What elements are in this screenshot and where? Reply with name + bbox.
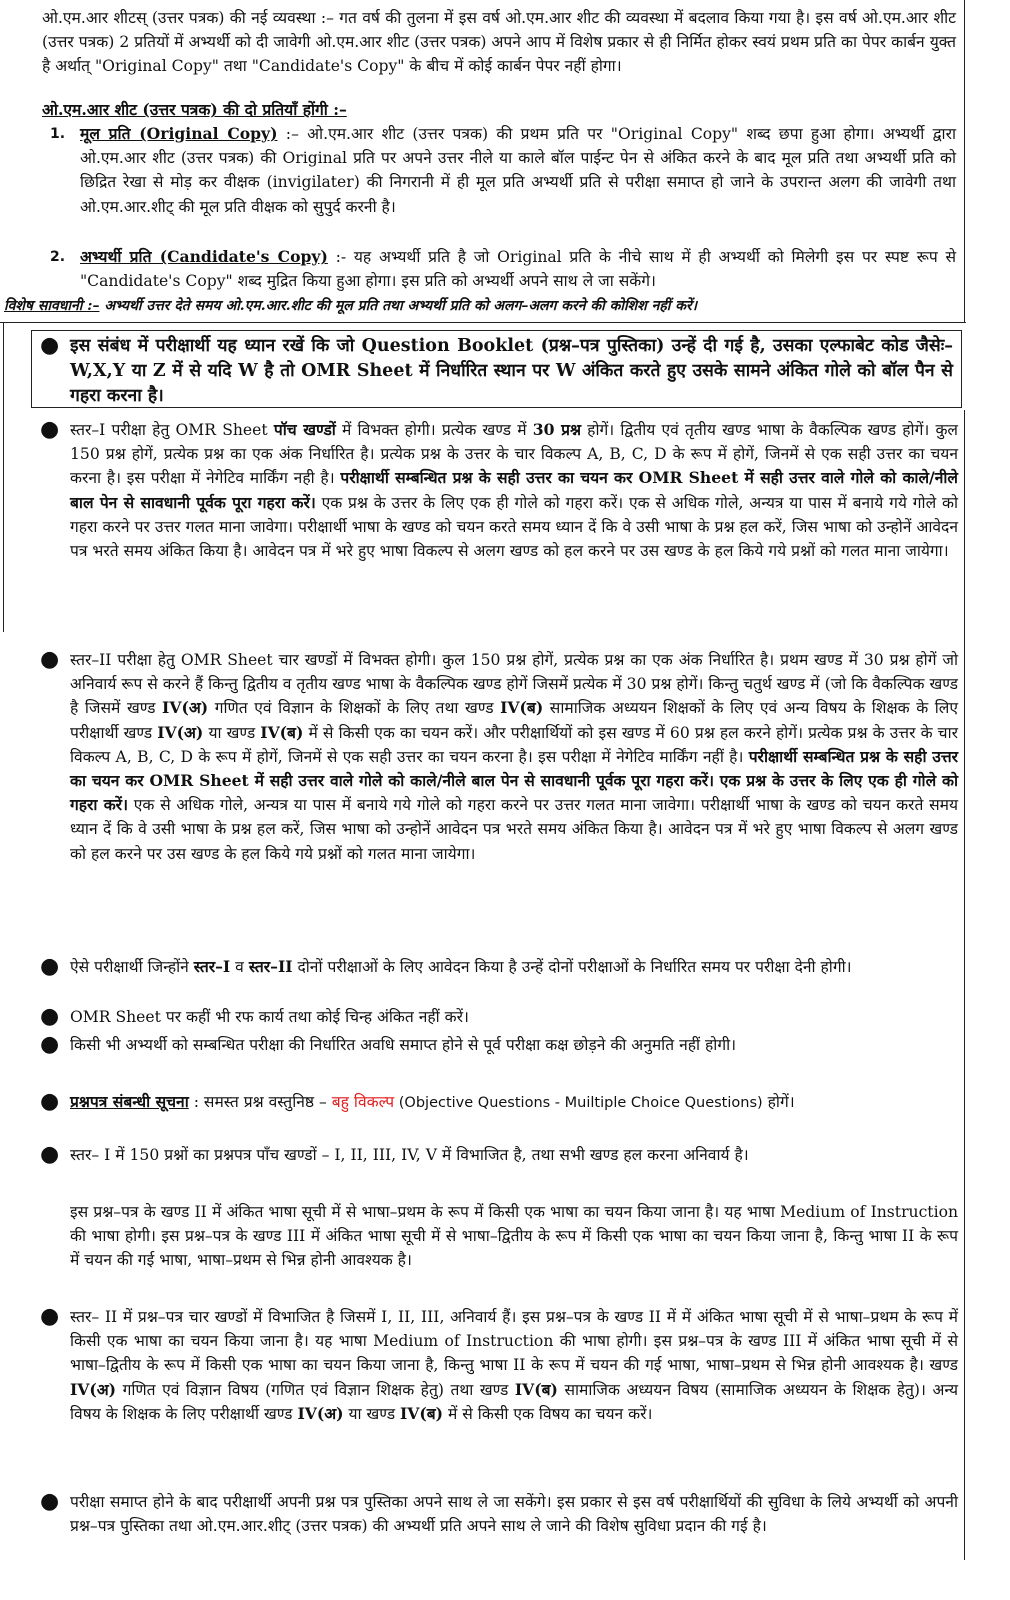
level2-omr-item xyxy=(40,648,958,866)
no-rough-work-item xyxy=(40,1005,958,1029)
text-run: दोनों परीक्षाओं के लिए आवेदन किया है उन्हें दोनों परीक्षाओं के निर्धारित समय पर परीक्षा देनी होगी। xyxy=(292,958,852,976)
bold-run: 30 प्रश्न xyxy=(532,420,581,439)
caution-label: विशेष सावधानी :– xyxy=(4,298,100,314)
candidate-copy-label: अभ्यर्थी प्रति (Candidate's Copy) xyxy=(80,247,328,266)
text-run: ऐसे परीक्षार्थी जिन्होंने xyxy=(70,958,194,976)
qp-info-label: प्रश्नपत्र संबन्धी सूचना xyxy=(70,1092,189,1111)
text-run: व xyxy=(230,958,249,976)
text-run: : समस्त प्रश्न वस्तुनिष्ठ – xyxy=(188,1093,332,1111)
bold-run: IV(अ) xyxy=(157,722,204,742)
special-caution-note xyxy=(4,294,984,318)
right-border-line xyxy=(964,0,965,322)
bullet-icon: ● xyxy=(40,1304,60,1329)
caution-text: अभ्यर्थी उत्तर देते समय ओ.एम.आर.शीट की मूल प्रति तथा अभ्यर्थी प्रति को अलग–अलग करने की कोशिश नहीं करें। xyxy=(99,298,698,314)
text-run: सामाजिक अध्ययन विषय (सामाजिक अध्ययन के शिक्षक हेतु)। अन्य विषय के शिक्षक के लिए परीक्षार्थी खण्ड xyxy=(70,1380,958,1423)
no-rough-work-text: OMR Sheet पर कहीं भी रफ कार्य तथा कोई चिन्ह अंकित नहीं करें। xyxy=(70,1008,469,1026)
text-run: में विभक्त होगी। प्रत्येक खण्ड में xyxy=(335,421,533,439)
bullet-icon: ● xyxy=(40,1142,60,1167)
bold-run: IV(अ) xyxy=(70,1379,117,1399)
text-run: एक से अधिक गोले, अन्यत्र या पास में बनाये गये गोले को गहरा करने पर उत्तर गलत माना जावेगा। परीक्षार्थी भाषा के खण्ड को चयन करते समय ध्यान दें कि वे उसी भाषा के प्रश्न हल करें, जिस भाषा को उन्होनें आवेदन पत्र भरते समय अंकित किया है। आवेदन पत्र में भरे हुए भाषा विकल्प से अलग खण्ड को हल करने पर उस खण्ड के हल किये गये प्रश्नों को गलत माना जायेगा। xyxy=(70,796,959,863)
text-run: में से किसी एक विषय का चयन करें। xyxy=(443,1404,653,1423)
text-run: गणित एवं विज्ञान के शिक्षकों के लिए तथा खण्ड xyxy=(208,699,501,718)
candidate-copy-item xyxy=(50,245,956,293)
text-run: गणित एवं विज्ञान विषय (गणित एवं विज्ञान शिक्षक हेतु) तथा खण्ड xyxy=(116,1380,515,1399)
bold-run: IV(ब) xyxy=(500,698,544,718)
text-run: या खण्ड xyxy=(343,1404,400,1423)
level1-language-item xyxy=(40,1200,958,1273)
bold-run: IV(ब) xyxy=(514,1379,558,1399)
section-divider-line xyxy=(0,322,966,323)
text-run: स्तर–I परीक्षा हेतु OMR Sheet xyxy=(70,421,274,439)
booklet-code-note: इस संबंध में परीक्षार्थी यह ध्यान रखें कि जो Question Booklet (प्रश्न–पत्र पुस्तिका) उन्हें दी गई है, उसका एल्फाबेट कोड जैसेः– W,X,Y या Z में से यदि W है तो OMR Sheet में निर्धारित स्थान पर W अंकित करते हुए उसके सामने अंकित गोले को बॉल पैन से गहरा करना है। xyxy=(70,336,953,406)
text-run: या खण्ड xyxy=(203,723,261,742)
left-border-line xyxy=(3,322,4,632)
bold-run: IV(अ) xyxy=(162,698,209,718)
item-number: 1. xyxy=(50,126,66,142)
bullet-icon: ● xyxy=(40,1004,60,1029)
text-run: एक प्रश्न के उत्तर के लिए एक ही गोले को गहरा करें। एक से अधिक गोले, अन्यत्र या पास में बनाये गये गोले को गहरा करने पर उत्तर गलत माना जावेगा। परीक्षार्थी भाषा के खण्ड को चयन करते समय ध्यान दें कि वे उसी भाषा के प्रश्न हल करें, जिस भाषा को उन्होनें आवेदन पत्र भरते समय अंकित किया है। आवेदन पत्र में भरे हुए भाषा विकल्प से अलग खण्ड को हल करने पर उस खण्ड के हल किये गये प्रश्नों को गलत माना जायेगा। xyxy=(70,493,958,561)
bold-run: स्तर–I xyxy=(193,957,231,976)
no-leaving-item xyxy=(40,1033,958,1057)
level1-language-text: इस प्रश्न–पत्र के खण्ड II में अंकित भाषा सूची में से भाषा–प्रथम के रूप में किसी एक भाषा का चयन किया जाना है। यह भाषा Medium of Instruction की भाषा होगी। इस प्रश्न–पत्र के खण्ड III में अंकित भाषा सूची में से भाषा–द्वितीय के रूप में किसी एक भाषा का चयन किया जाना है, किन्तु भाषा II के रूप में चयन की गई भाषा, भाषा–प्रथम से भिन्न होनी आवश्यक है। xyxy=(70,1203,958,1270)
bold-run: परीक्षार्थी सम्बन्धित प्रश्न के सही उत्तर का चयन कर OMR Sheet में सही उत्तर वाले गोले को काले/नीले बाल पेन से सावधानी पूर्वक पूरा गहरा करें। एक प्रश्न के उत्तर के लिए एक ही गोले को गहरा करें। xyxy=(70,746,958,815)
bullet-icon: ● xyxy=(40,954,60,979)
item-number: 2. xyxy=(50,249,66,265)
text-run: में से किसी एक का चयन करें। और परीक्षार्थियों को इस खण्ड में 60 प्रश्न हल करने होगें। प्रत्येक प्रश्न के उत्तर के चार विकल्प A, B, C, D के रूप में होगें, जिनमें से एक सही उत्तर का चयन करना है। इस परीक्षा में नेगेटिव मार्किंग नहीं है। xyxy=(70,723,958,766)
multiple-choice-label: बहु विकल्प xyxy=(331,1093,395,1111)
bullet-icon: ● xyxy=(40,333,60,358)
question-paper-info-item xyxy=(40,1090,958,1115)
level2-paper-item xyxy=(40,1305,958,1426)
text-run: सामाजिक अध्ययन शिक्षकों के लिए एवं अन्य विषय के शिक्षक के लिए परीक्षार्थी खण्ड xyxy=(70,699,958,742)
no-leaving-text: किसी भी अभ्यर्थी को सम्बन्धित परीक्षा की निर्धारित अवधि समाप्त होने से पूर्व परीक्षा कक्ष छोड़ने की अनुमति नहीं होगी। xyxy=(70,1036,737,1054)
level1-omr-item xyxy=(40,418,958,563)
level1-paper-text: स्तर– I में 150 प्रश्नों का प्रश्नपत्र पाँच खण्डों – I, II, III, IV, V में विभाजित है, तथा सभी खण्ड हल करना अनिवार्य है। xyxy=(70,1146,749,1164)
bullet-icon: ● xyxy=(40,647,60,672)
after-exam-text: परीक्षा समाप्त होने के बाद परीक्षार्थी अपनी प्रश्न पत्र पुस्तिका अपने साथ ले जा सकेंगे। इस प्रकार से इस वर्ष परीक्षार्थियों की सुविधा के लिये अभ्यर्थी को अपनी प्रश्न–पत्र पुस्तिका तथा ओ.एम.आर.शीट् (उत्तर पत्रक) की अभ्यर्थी प्रति अपने साथ ले जाने की विशेष सुविधा प्रदान की गई है। xyxy=(70,1493,959,1536)
bold-run: परीक्षार्थी सम्बन्धित प्रश्न के सही उत्तर का चयन कर OMR Sheet में सही उत्तर वाले गोले को काले/नीले बाल पेन से सावधानी पूर्वक पूरा गहरा करें। xyxy=(70,468,958,512)
bullet-icon: ● xyxy=(40,417,60,442)
booklet-code-note-box xyxy=(31,330,962,408)
right-border-line-lower xyxy=(964,410,965,1560)
bold-run: IV(अ) xyxy=(297,1403,344,1423)
candidate-copy-text: :- यह अभ्यर्थी प्रति है जो Original प्रति के नीचे साथ में ही अभ्यर्थी को मिलेगी इस पर स्पष्ट रूप से "Candidate's Copy" शब्द मुद्रित किया हुआ होगा। इस प्रति को अभ्यर्थी अपने साथ ले जा सकेंगे। xyxy=(80,248,957,291)
bullet-icon: ● xyxy=(40,1089,60,1114)
bullet-icon: ● xyxy=(40,1489,60,1514)
copies-heading: ओ.एम.आर शीट (उत्तर पत्रक) की दो प्रतियाँ होंगी :– xyxy=(42,100,347,119)
bold-run: IV(ब) xyxy=(260,722,304,742)
bullet-icon: ● xyxy=(40,1032,60,1057)
text-run: (Objective Questions - Muiltiple Choice Questions) xyxy=(394,1095,763,1111)
text-run: स्तर–II परीक्षा हेतु OMR Sheet चार खण्डों में विभक्त होगी। कुल 150 प्रश्न होगें, प्रत्येक प्रश्न का एक अंक निर्धारित है। प्रथम खण्ड में 30 प्रश्न होगें जो अनिवार्य रूप से करने हैं किन्तु द्वितीय व तृतीय खण्ड भाषा के वैकल्पिक खण्ड होगें जिसमें प्रत्येक में 30 प्रश्न होगें। किन्तु चतुर्थ खण्ड में (जो कि वैकल्पिक खण्ड है जिसमें खण्ड xyxy=(70,651,958,718)
bold-run: पॉच खण्डों xyxy=(273,420,336,439)
original-copy-item xyxy=(50,122,956,219)
text-run: होगें। द्वितीय एवं तृतीय खण्ड भाषा के वैकल्पिक खण्ड होगें। कुल 150 प्रश्न होगें, प्रत्येक प्रश्न का एक अंक निर्धारित है। प्रत्येक प्रश्न के उत्तर के चार विकल्प A, B, C, D के रूप में होगें, जिनमें से एक सही उत्तर का चयन करना है। इस परीक्षा में नेगेटिव मार्किंग नही है। xyxy=(70,421,959,488)
original-copy-label: मूल प्रति (Original Copy) xyxy=(80,124,278,143)
bold-run: स्तर–II xyxy=(248,957,293,976)
original-copy-text: :– ओ.एम.आर शीट (उत्तर पत्रक) की प्रथम प्रति पर "Original Copy" शब्द छपा हुआ होगा। अभ्यर्थी द्वारा ओ.एम.आर शीट (उत्तर पत्रक) की Original प्रति पर अपने उत्तर नीले या काले बॉल पाईन्ट पेन से अंकित करने के बाद मूल प्रति तथा अभ्यर्थी प्रति को छिद्रित रेखा से मोड़ कर वीक्षक (invigilater) की निगरानी में ही मूल प्रति अभ्यर्थी प्रति से परीक्षा समाप्त हो जाने के उपरान्त अलग की जावेगी तथा ओ.एम.आर.शीट् की मूल प्रति वीक्षक को सुपुर्द करनी है। xyxy=(80,125,956,216)
text-run: स्तर– II में प्रश्न–पत्र चार खण्डों में विभाजित है जिसमें I, II, III, अनिवार्य हैं। इस प्रश्न–पत्र के खण्ड II में में अंकित भाषा सूची में से भाषा–प्रथम के रूप में किसी एक भाषा का चयन किया जाना है। यह भाषा Medium of Instruction की भाषा होगी। इस प्रश्न–पत्र के खण्ड III में अंकित भाषा सूची में से भाषा–द्वितीय के रूप में किसी एक भाषा का चयन किया जाना है, किन्तु भाषा II के रूप में चयन की गई भाषा, भाषा–प्रथम से भिन्न होनी आवश्यक है। खण्ड xyxy=(70,1308,959,1375)
text-run: होगें। xyxy=(762,1093,795,1111)
level1-paper-item xyxy=(40,1143,958,1167)
omr-intro-paragraph: ओ.एम.आर शीटस् (उत्तर पत्रक) की नई व्यवस्था :– गत वर्ष की तुलना में इस वर्ष ओ.एम.आर शीट की व्यवस्था में बदलाव किया गया है। इस वर्ष ओ.एम.आर शीट (उत्तर पत्रक) 2 प्रतियों में अभ्यर्थी को दी जावेगी ओ.एम.आर शीट (उत्तर पत्रक) अपने आप में विशेष प्रकार से ही निर्मित होकर स्वयं प्रथम प्रति का पेपर कार्बन युक्त है अर्थात् "Original Copy" तथा "Candidate's Copy" के बीच में कोई कार्बन पेपर नहीं होगा। xyxy=(42,9,956,76)
bold-run: IV(ब) xyxy=(400,1403,444,1423)
both-levels-item xyxy=(40,955,958,979)
after-exam-item xyxy=(40,1490,958,1538)
